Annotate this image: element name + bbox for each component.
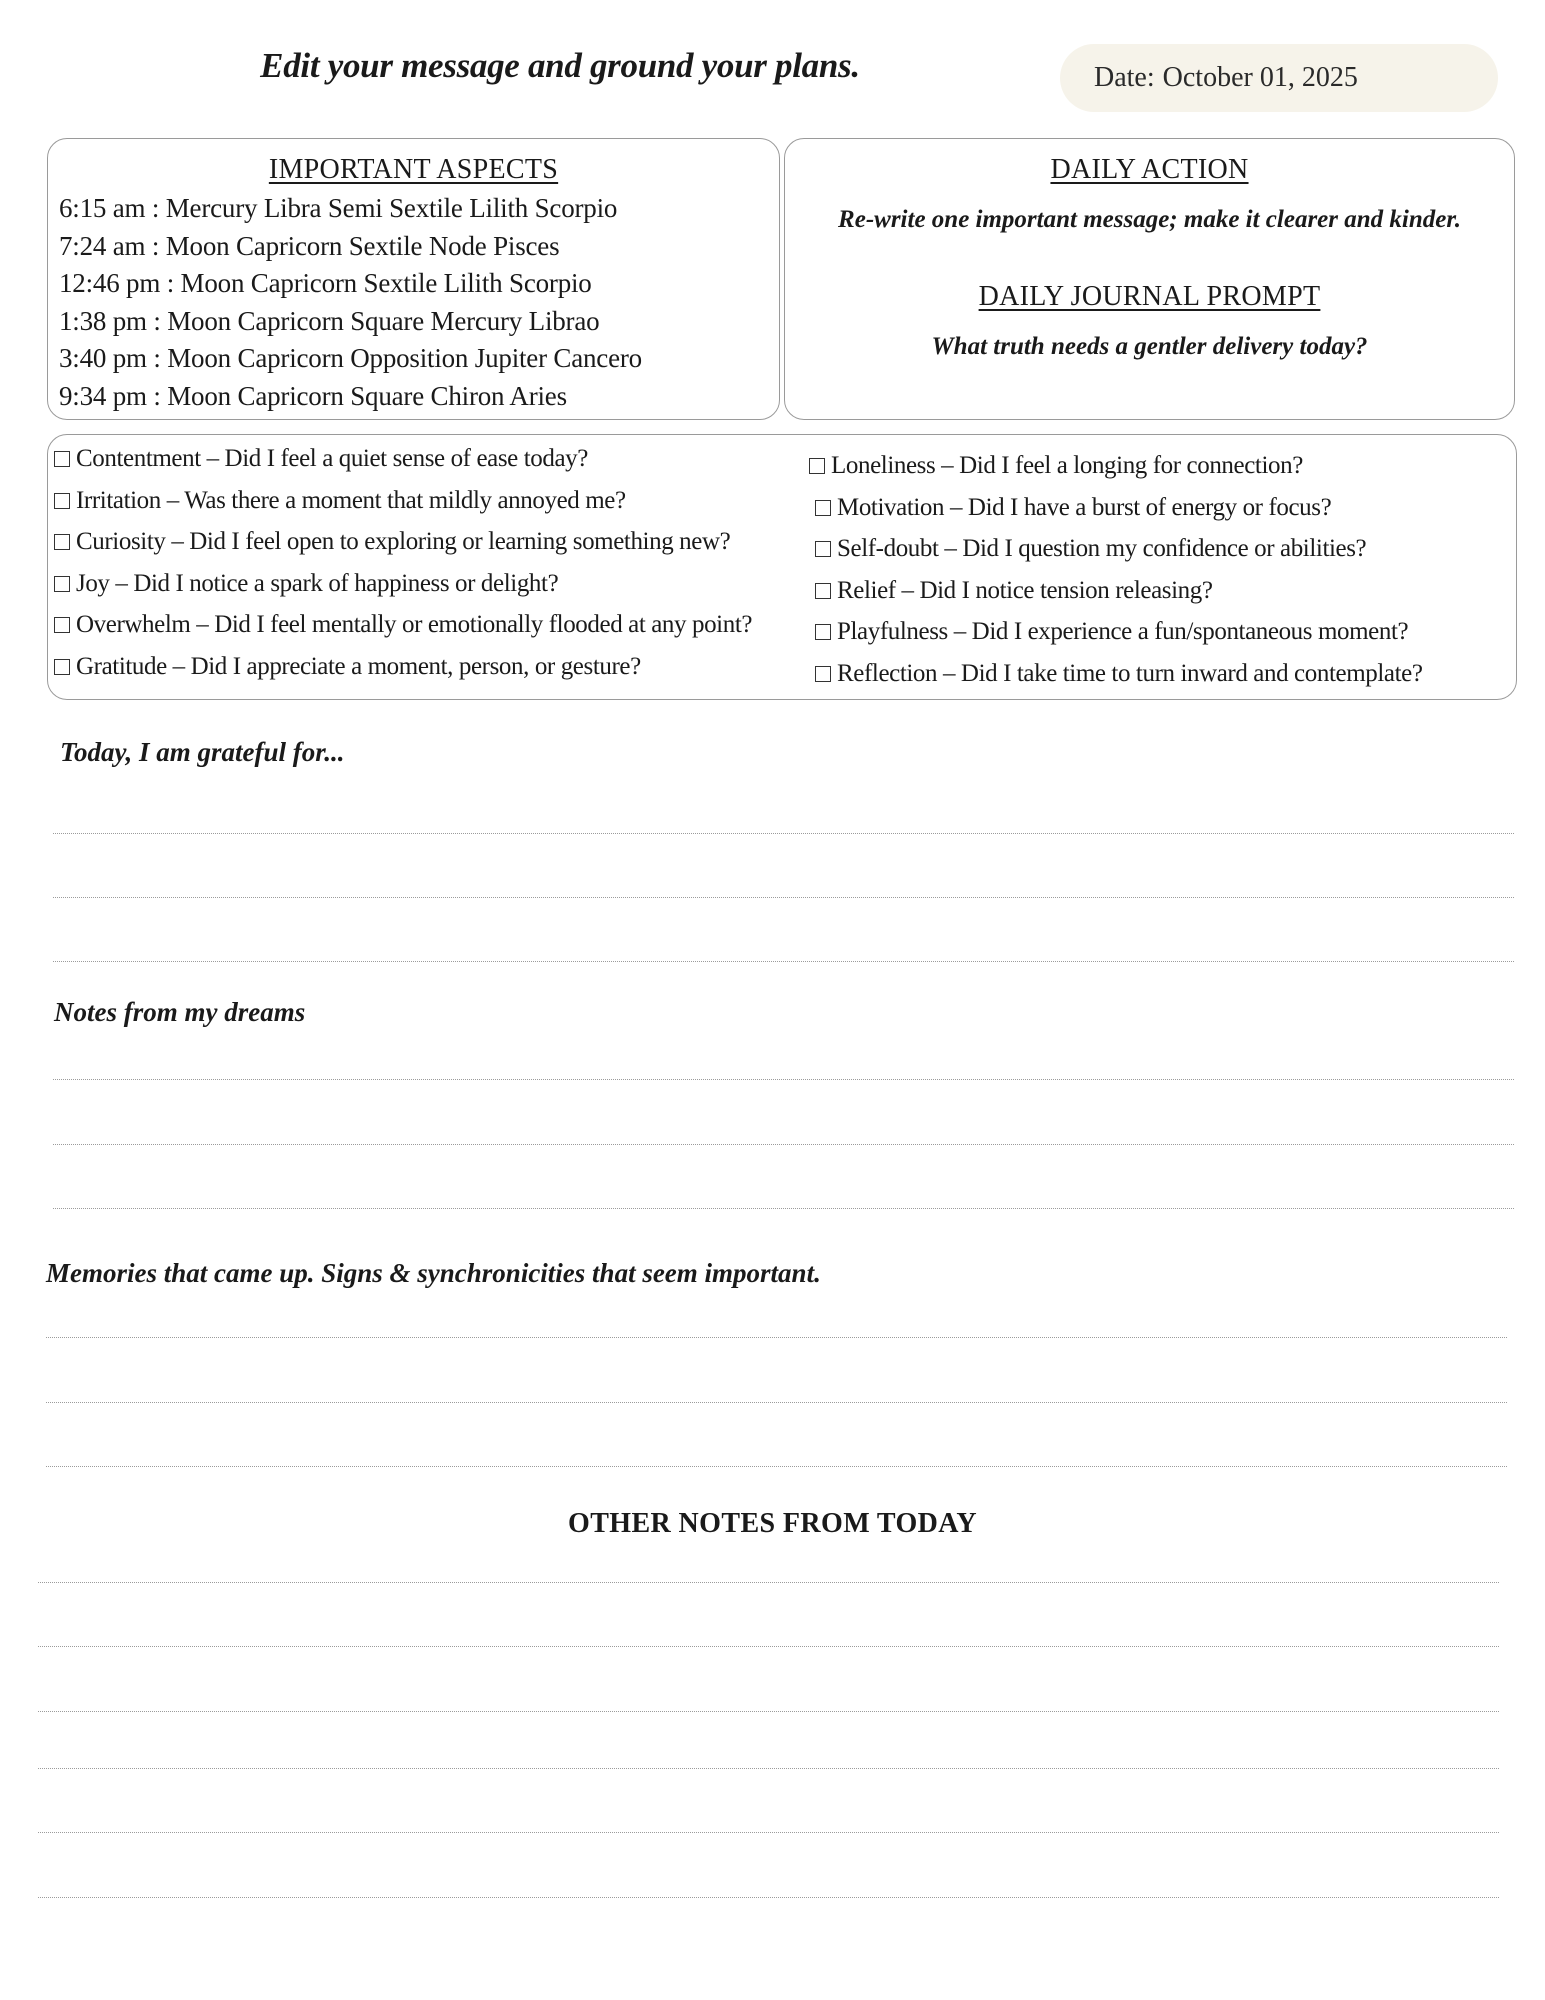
- memories-writing-line[interactable]: [46, 1337, 1507, 1338]
- checkbox[interactable]: [54, 617, 70, 633]
- emotion-label: Playfulness – Did I experience a fun/spontaneous moment?: [837, 618, 1409, 646]
- emotion-item: [815, 528, 1423, 570]
- checkbox[interactable]: [54, 451, 70, 467]
- checkbox[interactable]: [815, 666, 831, 682]
- checkbox[interactable]: [815, 583, 831, 599]
- date-field[interactable]: [1060, 44, 1498, 112]
- emotion-label: Motivation – Did I have a burst of energy or focus?: [837, 493, 1332, 521]
- emotion-item: [809, 445, 1423, 487]
- checkbox[interactable]: [54, 493, 70, 509]
- other-notes-writing-line[interactable]: [38, 1711, 1499, 1712]
- journal-prompt-text: What truth needs a gentler delivery today?: [931, 333, 1368, 360]
- dreams-writing-line[interactable]: [53, 1079, 1514, 1080]
- aspect-item: 9:34 pm : Moon Capricorn Square Chiron Aries: [59, 380, 567, 411]
- emotion-item: [815, 611, 1423, 653]
- emotion-item: [54, 604, 752, 646]
- emotion-label: Gratitude – Did I appreciate a moment, person, or gesture?: [76, 652, 641, 680]
- checkbox[interactable]: [54, 659, 70, 675]
- aspect-item: 1:38 pm : Moon Capricorn Square Mercury Librao: [59, 305, 600, 336]
- grateful-writing-line[interactable]: [53, 833, 1514, 834]
- aspects-list: [59, 190, 779, 416]
- emotion-item: [54, 438, 752, 480]
- checkbox[interactable]: [809, 458, 825, 474]
- emotion-label: Contentment – Did I feel a quiet sense of ease today?: [76, 445, 588, 472]
- emotion-label: Self-doubt – Did I question my confidence or abilities?: [837, 535, 1367, 563]
- other-notes-writing-line[interactable]: [38, 1768, 1499, 1769]
- other-notes-writing-line[interactable]: [38, 1897, 1499, 1898]
- grateful-writing-line[interactable]: [53, 897, 1514, 898]
- dreams-writing-line[interactable]: [53, 1144, 1514, 1145]
- page-title: Edit your message and ground your plans.: [260, 46, 860, 85]
- grateful-label: Today, I am grateful for...: [60, 737, 345, 767]
- memories-label: Memories that came up. Signs & synchronicities that seem important.: [46, 1258, 821, 1288]
- emotion-label: Loneliness – Did I feel a longing for connection?: [831, 452, 1303, 479]
- aspect-item: 6:15 am : Mercury Libra Semi Sextile Lilith Scorpio: [59, 193, 618, 223]
- checkbox[interactable]: [54, 534, 70, 550]
- aspect-item: 12:46 pm : Moon Capricorn Sextile Lilith Scorpio: [59, 268, 592, 299]
- checkbox[interactable]: [815, 500, 831, 516]
- emotion-label: Irritation – Was there a moment that mildly annoyed me?: [76, 486, 626, 514]
- aspect-item: 3:40 pm : Moon Capricorn Opposition Jupiter Cancero: [59, 343, 642, 374]
- other-notes-writing-line[interactable]: [38, 1646, 1499, 1647]
- emotions-right-list: [815, 445, 1423, 695]
- aspects-heading: IMPORTANT ASPECTS: [268, 154, 559, 185]
- checkbox[interactable]: [815, 541, 831, 557]
- other-notes-writing-line[interactable]: [38, 1832, 1499, 1833]
- date-value: October 01, 2025: [1162, 62, 1358, 93]
- date-label: Date:: [1094, 62, 1155, 93]
- emotion-item: [815, 653, 1423, 695]
- emotion-item: [54, 646, 752, 688]
- journal-prompt-heading: DAILY JOURNAL PROMPT: [978, 281, 1321, 312]
- emotion-label: Reflection – Did I take time to turn inward and contemplate?: [837, 659, 1423, 687]
- emotions-left-list: [54, 438, 752, 688]
- emotion-item: [815, 487, 1423, 529]
- emotion-label: Overwhelm – Did I feel mentally or emotionally flooded at any point?: [76, 611, 753, 639]
- daily-action-heading: DAILY ACTION: [1050, 154, 1249, 185]
- aspect-item: 7:24 am : Moon Capricorn Sextile Node Pisces: [59, 230, 560, 261]
- dreams-writing-line[interactable]: [53, 1208, 1514, 1209]
- emotion-item: [815, 570, 1423, 612]
- dreams-label: Notes from my dreams: [54, 997, 306, 1027]
- emotion-label: Curiosity – Did I feel open to exploring or learning something new?: [76, 528, 731, 556]
- emotion-item: [54, 521, 752, 563]
- emotion-item: [54, 480, 752, 522]
- emotion-label: Relief – Did I notice tension releasing?: [837, 576, 1213, 604]
- other-notes-heading: OTHER NOTES FROM TODAY: [568, 1508, 977, 1539]
- emotion-label: Joy – Did I notice a spark of happiness or delight?: [76, 569, 559, 597]
- checkbox[interactable]: [815, 624, 831, 640]
- other-notes-writing-line[interactable]: [38, 1582, 1499, 1583]
- emotion-item: [54, 563, 752, 605]
- daily-action-text: Re-write one important message; make it clearer and kinder.: [838, 206, 1461, 233]
- memories-writing-line[interactable]: [46, 1466, 1507, 1467]
- memories-writing-line[interactable]: [46, 1402, 1507, 1403]
- grateful-writing-line[interactable]: [53, 961, 1514, 962]
- checkbox[interactable]: [54, 576, 70, 592]
